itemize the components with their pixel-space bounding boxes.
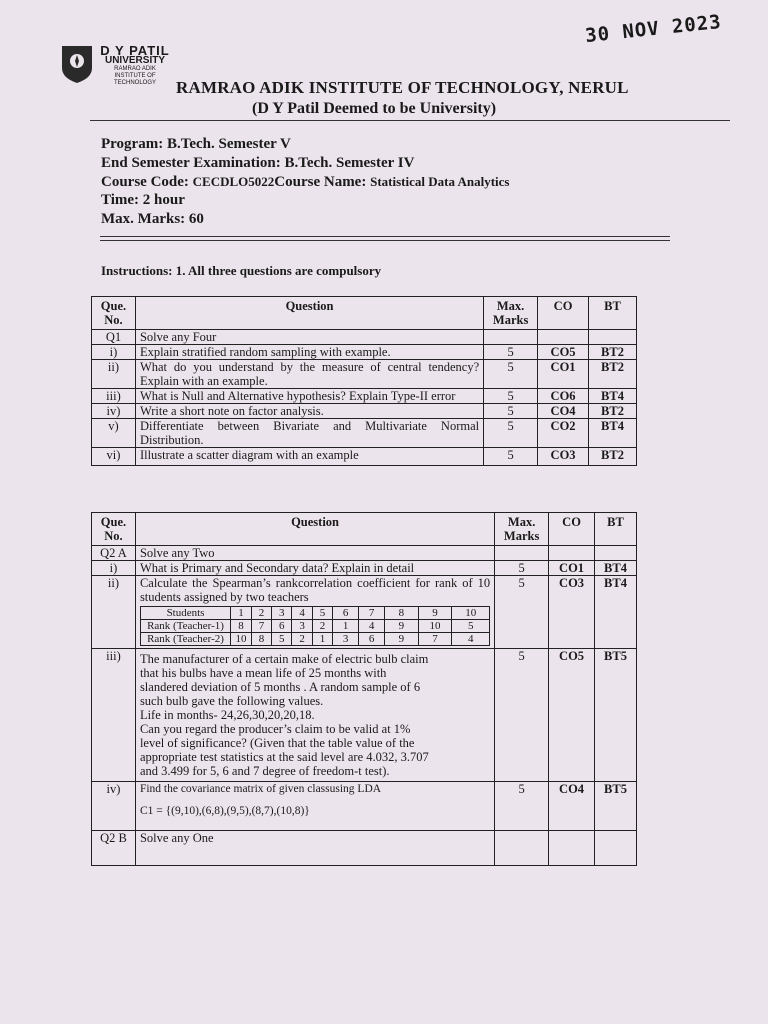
rank-cell: 9 [385, 633, 419, 646]
table-row [92, 782, 637, 831]
rank-cell: 2 [251, 607, 271, 620]
university-logo-text [98, 43, 172, 87]
question-bt: BT4 [595, 561, 637, 576]
time-line: Time: 2 hour [101, 192, 185, 208]
rank-cell: 10 [452, 607, 490, 620]
table-row [92, 404, 637, 419]
question-bt: BT4 [589, 389, 637, 404]
rank-cell: 1 [333, 620, 359, 633]
rank-cell: 3 [272, 607, 292, 620]
question-text: Explain stratified random sampling with example. [135, 345, 483, 360]
class-formula: C1 = {(9,10),(6,8),(9,5),(8,7),(10,8)} [139, 805, 310, 817]
table-row [92, 345, 637, 360]
header-que: Que. No. [92, 297, 136, 330]
question-text: Write a short note on factor analysis. [135, 404, 483, 419]
rank-cell: 5 [452, 620, 490, 633]
rank-cell: 1 [231, 607, 252, 620]
header-co: CO [549, 513, 595, 546]
question-bt: BT2 [589, 345, 637, 360]
q1-header-row [92, 297, 637, 330]
course-name: Statistical Data Analytics [370, 174, 510, 189]
question-co: CO5 [549, 649, 595, 782]
program-line: Program: B.Tech. Semester V [101, 136, 291, 152]
question-marks: 5 [484, 448, 538, 466]
q2-title: Solve any Two [135, 546, 494, 561]
rank-cell: 5 [272, 633, 292, 646]
logo-name: D Y PATIL [100, 43, 170, 58]
header-marks: Max. Marks [484, 297, 538, 330]
question-no: ii) [92, 360, 136, 389]
rank-cell: 4 [452, 633, 490, 646]
question-co: CO5 [538, 345, 589, 360]
question-line: appropriate test statistics at the said level are 4.032, 3.707 [139, 750, 429, 764]
question-line: such bulb gave the following values. [139, 694, 324, 708]
rank-cell: 9 [418, 607, 452, 620]
table-row [92, 419, 637, 448]
question-bt: BT5 [595, 649, 637, 782]
q1-table [91, 296, 637, 466]
rank-cell: 7 [251, 620, 271, 633]
institute-title: RAMRAO ADIK INSTITUTE OF TECHNOLOGY, NERUL [176, 78, 629, 97]
rank-cell: 2 [292, 633, 312, 646]
q2b-no: Q2 B [92, 831, 136, 866]
marks-line: Max. Marks: 60 [101, 211, 204, 227]
question-co: CO3 [549, 576, 595, 649]
q1-no: Q1 [92, 330, 136, 345]
question-no: vi) [92, 448, 136, 466]
table-row [92, 448, 637, 466]
q1-title: Solve any Four [135, 330, 483, 345]
rank-cell: 5 [312, 607, 332, 620]
question-no: v) [92, 419, 136, 448]
rank-cell: 2 [312, 620, 332, 633]
question-marks: 5 [484, 345, 538, 360]
question-text: Illustrate a scatter diagram with an example [135, 448, 483, 466]
rank-cell: 4 [359, 620, 385, 633]
question-line: Life in months- 24,26,30,20,20,18. [139, 708, 315, 722]
course-line [101, 174, 509, 191]
course-code-label: Course Code: [101, 174, 193, 190]
rank-cell: 3 [333, 633, 359, 646]
question-co: CO1 [549, 561, 595, 576]
question-co: CO4 [549, 782, 595, 831]
question-no: iii) [92, 649, 136, 782]
rank-cell: 9 [385, 620, 419, 633]
question-no: i) [92, 345, 136, 360]
rank-cell: 1 [312, 633, 332, 646]
rank-cell: 8 [231, 620, 252, 633]
header-marks: Max. Marks [495, 513, 549, 546]
question-text: What is Null and Alternative hypothesis? Explain Type-II error [135, 389, 483, 404]
question-line: slandered deviation of 5 months . A random sample of 6 [139, 680, 421, 694]
question-text: Calculate the Spearman’s rankcorrelation coefficient for rank of 10 students assigned by two teachers [139, 576, 491, 604]
rank-label: Rank (Teacher-2) [140, 633, 230, 646]
question-no: i) [92, 561, 136, 576]
q2-table [91, 512, 637, 866]
question-marks: 5 [495, 561, 549, 576]
q2-no: Q2 A [92, 546, 136, 561]
rank-cell: 6 [359, 633, 385, 646]
question-text: Find the covariance matrix of given classusing LDA [139, 783, 382, 795]
rank-cell: 8 [385, 607, 419, 620]
question-bt: BT4 [589, 419, 637, 448]
question-bt: BT2 [589, 448, 637, 466]
table-row [92, 360, 637, 389]
logo-institute: INSTITUTE OF TECHNOLOGY [113, 73, 156, 86]
header-question: Question [135, 513, 494, 546]
rank-cell: 3 [292, 620, 312, 633]
rank-label: Rank (Teacher-1) [140, 620, 230, 633]
question-no: iv) [92, 782, 136, 831]
question-no: iv) [92, 404, 136, 419]
question-line: that his bulbs have a mean life of 25 months with [139, 666, 387, 680]
question-text-block [135, 576, 494, 649]
rank-cell: 4 [292, 607, 312, 620]
question-line: The manufacturer of a certain make of electric bulb claim [139, 652, 429, 666]
question-marks: 5 [484, 360, 538, 389]
question-text: Differentiate between Bivariate and Multivariate Normal Distribution. [135, 419, 483, 448]
question-marks: 5 [495, 782, 549, 831]
header-bt: BT [595, 513, 637, 546]
header-que: Que. No. [92, 513, 136, 546]
table-row [92, 561, 637, 576]
question-co: CO2 [538, 419, 589, 448]
table-row [92, 389, 637, 404]
rank-cell: 6 [333, 607, 359, 620]
rank-label: Students [140, 607, 230, 620]
q2-header-row [92, 513, 637, 546]
question-line: Can you regard the producer’s claim to be valid at 1% [139, 722, 411, 736]
question-line: level of significance? (Given that the table value of the [139, 736, 415, 750]
header-question: Question [135, 297, 483, 330]
header-divider [90, 120, 730, 121]
question-no: ii) [92, 576, 136, 649]
rank-cell: 8 [251, 633, 271, 646]
question-co: CO3 [538, 448, 589, 466]
rank-cell: 7 [359, 607, 385, 620]
q1-title-row [92, 330, 637, 345]
table-row [92, 649, 637, 782]
q2-title-row [92, 546, 637, 561]
question-no: iii) [92, 389, 136, 404]
header-bt: BT [589, 297, 637, 330]
course-name-label: Course Name: [274, 174, 371, 190]
rank-cell: 10 [231, 633, 252, 646]
question-marks: 5 [484, 404, 538, 419]
question-co: CO1 [538, 360, 589, 389]
question-bt: BT2 [589, 360, 637, 389]
question-text: What is Primary and Secondary data? Explain in detail [135, 561, 494, 576]
deemed-subtitle: (D Y Patil Deemed to be University) [252, 100, 497, 117]
question-marks: 5 [484, 419, 538, 448]
rank-cell: 10 [418, 620, 452, 633]
question-bt: BT5 [595, 782, 637, 831]
logo-university: UNIVERSITY [104, 55, 165, 66]
exam-line: End Semester Examination: B.Tech. Semester IV [101, 155, 415, 171]
rank-cell: 6 [272, 620, 292, 633]
question-co: CO4 [538, 404, 589, 419]
instructions: Instructions: 1. All three questions are compulsory [101, 263, 382, 278]
logo-campus: RAMRAO ADIK [114, 66, 156, 72]
university-logo-icon [60, 44, 94, 84]
question-text: What do you understand by the measure of central tendency? Explain with an example. [135, 360, 483, 389]
rank-row-teacher1 [140, 620, 489, 633]
question-bt: BT2 [589, 404, 637, 419]
table-row [92, 576, 637, 649]
q2b-title-row [92, 831, 637, 866]
question-text-block [135, 782, 494, 831]
rank-cell: 7 [418, 633, 452, 646]
question-marks: 5 [495, 649, 549, 782]
question-bt: BT4 [595, 576, 637, 649]
question-text-block [135, 649, 494, 782]
question-marks: 5 [495, 576, 549, 649]
date-stamp: 30 NOV 2023 [584, 10, 723, 48]
meta-divider [100, 236, 670, 241]
course-code: CECDLO5022 [192, 174, 275, 189]
header-co: CO [538, 297, 589, 330]
q2b-title: Solve any One [135, 831, 494, 866]
rank-row-students [140, 607, 489, 620]
question-co: CO6 [538, 389, 589, 404]
question-line: and 3.499 for 5, 6 and 7 degree of freedom-t test). [139, 764, 390, 778]
question-marks: 5 [484, 389, 538, 404]
rank-table [140, 606, 490, 646]
rank-row-teacher2 [140, 633, 489, 646]
